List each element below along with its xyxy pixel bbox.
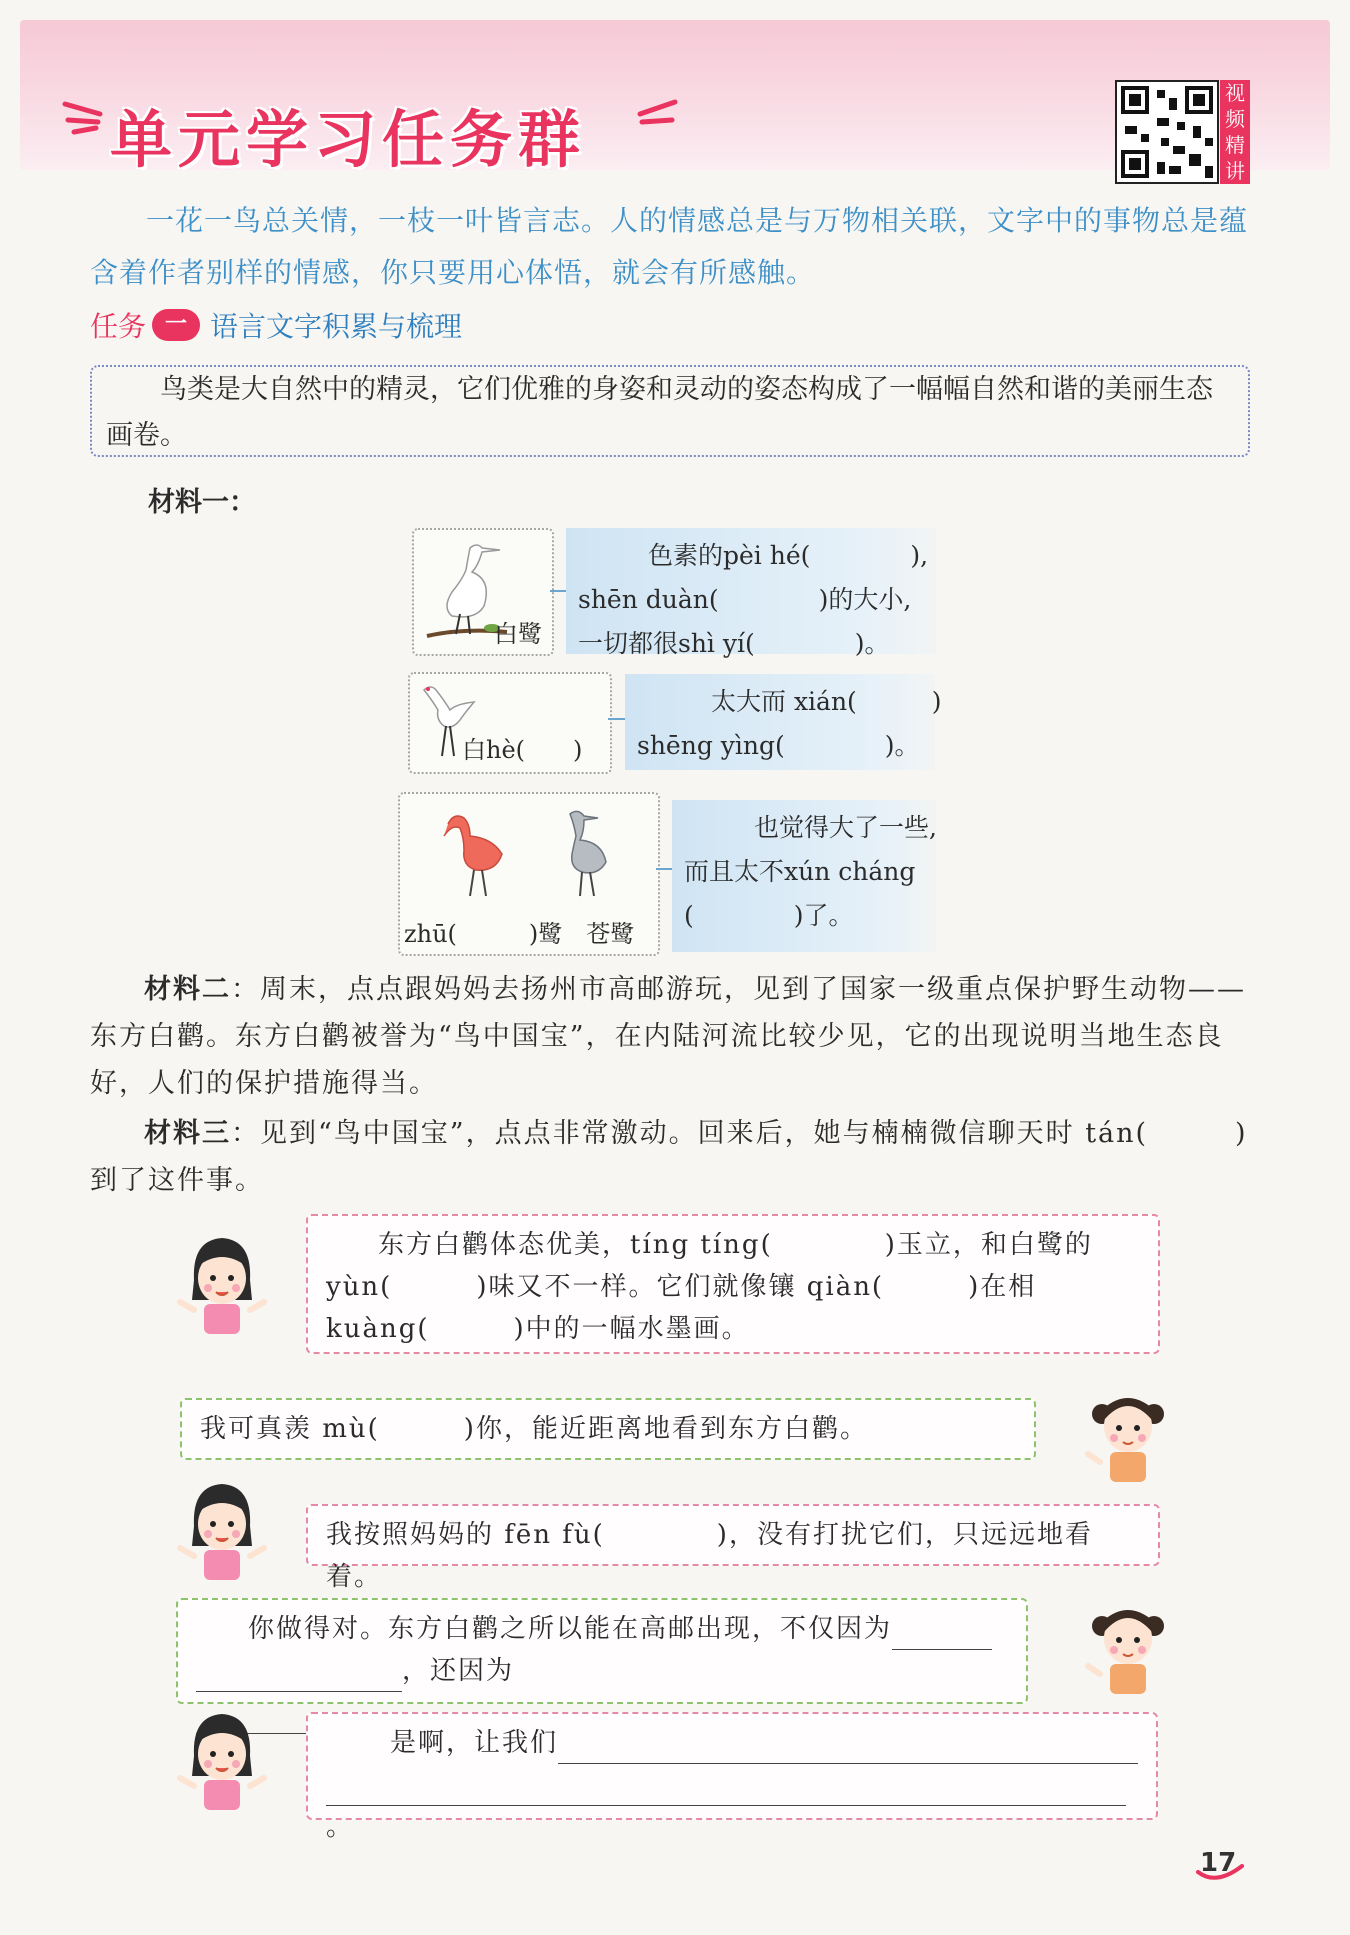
crane-text-panel: 太大而 xián( ) shēng yìng( )。 (625, 674, 935, 770)
task-title: 语言文字积累与梳理 (210, 310, 463, 343)
intro-paragraph: 一花一鸟总关情，一枝一叶皆言志。人的情感总是与万物相关联，文字中的事物总是蕴含着作者别样的情感，你只要用心体悟，就会有所感触。 (90, 204, 1249, 289)
left-dash-decoration-icon (60, 96, 110, 136)
task-heading: 任务 一 语言文字积累与梳理 (90, 305, 462, 345)
girl-avatar-icon (172, 1476, 272, 1586)
material-2-label: 材料二 (144, 974, 231, 1005)
answer-blank[interactable] (892, 1619, 992, 1650)
crane-picture-box (408, 672, 612, 774)
girl-avatar-icon (172, 1230, 272, 1340)
page-number: 17 (1200, 1848, 1237, 1878)
material-3-paragraph: 材料三：见到“鸟中国宝”，点点非常激动。回来后，她与楠楠微信聊天时 tán( )到了这件事。 (90, 1118, 1248, 1196)
ibis-heron-picture-box (398, 792, 660, 956)
chat-bubble-4: 你做得对。东方白鹳之所以能在高邮出现，不仅因为 ，还因为 (176, 1598, 1028, 1704)
qr-code-icon[interactable] (1115, 80, 1219, 184)
answer-blank[interactable] (196, 1661, 402, 1692)
heron-illustration-icon (550, 802, 630, 902)
crane-caption: 白hè( ) (462, 736, 583, 764)
chat-bubble-1: 东方白鹳体态优美，tíng tíng( )玉立，和白鹭的 yùn( )味又不一样。它们就像镶 qiàn( )在相 kuàng( )中的一幅水墨画。 (306, 1214, 1160, 1354)
ibis-heron-caption: zhū( )鹭 苍鹭 (404, 920, 635, 948)
video-explain-tag[interactable]: 视 频 精 讲 (1220, 80, 1250, 184)
egret-text-panel: 色素的pèi hé( ), shēn duàn( )的大小, 一切都很shì yí( )。 (566, 528, 936, 654)
right-dash-decoration-icon (630, 96, 680, 136)
page-title: 单元学习任务群 (110, 103, 587, 176)
material-1-label: 材料一： (148, 487, 256, 518)
material-2-paragraph: 材料二：周末，点点跟妈妈去扬州市高邮游玩，见到了国家一级重点保护野生动物——东方白鹳。东方白鹳被誉为“鸟中国宝”，在内陆河流比较少见，它的出现说明当地生态良好，人们的保护措施得当。 (90, 974, 1246, 1099)
material-3-label: 材料三 (144, 1118, 231, 1149)
answer-blank[interactable] (558, 1733, 1138, 1764)
chat-bubble-3: 我按照妈妈的 fēn fù( )，没有打扰它们，只远远地看着。 (306, 1504, 1160, 1566)
chat-bubble-5: 是啊，让我们 。 (306, 1712, 1158, 1820)
chat-bubble-2: 我可真羡 mù( )你，能近距离地看到东方白鹳。 (180, 1398, 1036, 1460)
dotted-intro-box: 鸟类是大自然中的精灵，它们优雅的身姿和灵动的姿态构成了一幅幅自然和谐的美丽生态画卷。 (90, 365, 1250, 457)
task-number-badge: 一 (152, 309, 200, 341)
girl-with-buns-avatar-icon (1078, 1590, 1178, 1700)
girl-avatar-icon (172, 1706, 272, 1816)
answer-blank[interactable] (326, 1775, 1126, 1806)
ibis-illustration-icon (440, 802, 520, 902)
egret-caption: 白鹭 (494, 620, 542, 648)
ibis-heron-text-panel: 也觉得大了一些, 而且太不xún cháng ( )了。 (672, 800, 936, 952)
girl-with-buns-avatar-icon (1078, 1378, 1178, 1488)
egret-picture-box (412, 528, 554, 656)
